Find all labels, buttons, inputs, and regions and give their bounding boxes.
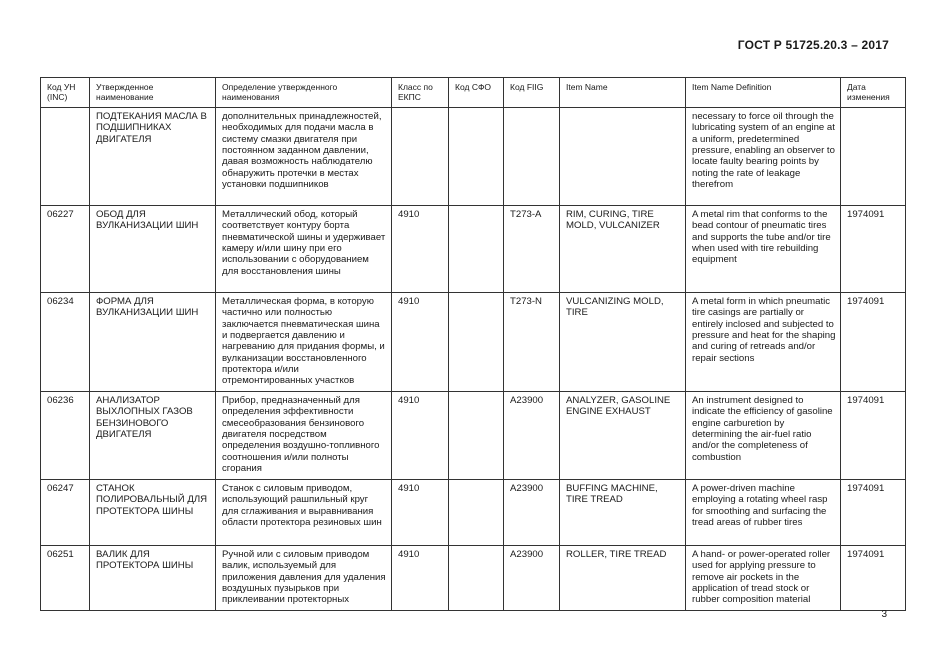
cell-ekps [392, 108, 449, 206]
table-row [41, 546, 906, 611]
cell-name-ru: АНАЛИЗАТОР ВЫХЛОПНЫХ ГАЗОВ БЕНЗИНОВОГО ДВИГАТЕЛЯ [90, 392, 216, 480]
col-header-date: Дата изменения [841, 78, 906, 108]
cell-inc: 06251 [41, 546, 90, 611]
cell-item-name: ANALYZER, GASOLINE ENGINE EXHAUST [560, 392, 686, 480]
cell-date: 1974091 [841, 480, 906, 546]
cell-name-ru: СТАНОК ПОЛИРОВАЛЬНЫЙ ДЛЯ ПРОТЕКТОРА ШИНЫ [90, 480, 216, 546]
cell-fiig: T273-N [504, 293, 560, 392]
cell-fiig: A23900 [504, 392, 560, 480]
table-row [41, 392, 906, 480]
cell-def-ru: дополнительных принадлежностей, необходимых для подачи масла в систему смазки двигателя при постоянном заданном давлении, давая возможность наблюдателю обнаружить протечки в местах установки подшипников [216, 108, 392, 206]
cell-name-ru: ФОРМА ДЛЯ ВУЛКАНИЗАЦИИ ШИН [90, 293, 216, 392]
cell-ekps: 4910 [392, 206, 449, 293]
page-number: 3 [881, 609, 887, 620]
table-row [41, 206, 906, 293]
cell-sfo [449, 108, 504, 206]
cell-def-ru: Прибор, предназначенный для определения эффективности смесеобразования бензинового двигателя посредством определения воздушно-топливного соотношения и/или полноты сгорания [216, 392, 392, 480]
cell-sfo [449, 206, 504, 293]
cell-date: 1974091 [841, 206, 906, 293]
cell-def-ru: Металлическая форма, в которую частично или полностью заключается пневматическая шина и подвергается давлению и нагреванию для придания формы, и вулканизации восстановленного протектора и/или отремонтированных участков [216, 293, 392, 392]
table-row [41, 293, 906, 392]
cell-sfo [449, 546, 504, 611]
cell-fiig: A23900 [504, 546, 560, 611]
cell-name-ru: ПОДТЕКАНИЯ МАСЛА В ПОДШИПНИКАХ ДВИГАТЕЛЯ [90, 108, 216, 206]
cell-def-ru: Ручной или с силовым приводом валик, используемый для приложения давления для удаления воздушных пузырьков при приклеивании протекторных [216, 546, 392, 611]
cell-item-def: A metal rim that conforms to the bead contour of pneumatic tires and supports the tube and/or tire when used with tire rebuilding equipment [686, 206, 841, 293]
col-header-sfo: Код СФО [449, 78, 504, 108]
items-table [40, 77, 906, 611]
col-header-name-ru: Утвержденное наименование [90, 78, 216, 108]
cell-inc: 06234 [41, 293, 90, 392]
cell-sfo [449, 392, 504, 480]
cell-name-ru: ВАЛИК ДЛЯ ПРОТЕКТОРА ШИНЫ [90, 546, 216, 611]
cell-item-name: ROLLER, TIRE TREAD [560, 546, 686, 611]
cell-date: 1974091 [841, 293, 906, 392]
cell-item-def: A hand- or power-operated roller used for applying pressure to remove air pockets in the application of tread stock or rubber composition material [686, 546, 841, 611]
table-header-row [41, 78, 906, 108]
cell-fiig: A23900 [504, 480, 560, 546]
col-header-inc: Код УН (INC) [41, 78, 90, 108]
cell-def-ru: Металлический обод, который соответствует контуру борта пневматической шины и удерживает камеру и/или шину при его использовании с оборудованием для восстановления шины [216, 206, 392, 293]
col-header-item-name: Item Name [560, 78, 686, 108]
cell-date: 1974091 [841, 392, 906, 480]
cell-inc: 06227 [41, 206, 90, 293]
cell-item-def: A power-driven machine employing a rotating wheel rasp for smoothing and surfacing the tread areas of rubber tires [686, 480, 841, 546]
cell-def-ru: Станок с силовым приводом, использующий рашпильный круг для сглаживания и выравнивания области протектора резиновых шин [216, 480, 392, 546]
cell-name-ru: ОБОД ДЛЯ ВУЛКАНИЗАЦИИ ШИН [90, 206, 216, 293]
cell-ekps: 4910 [392, 293, 449, 392]
cell-inc: 06236 [41, 392, 90, 480]
cell-item-name [560, 108, 686, 206]
cell-ekps: 4910 [392, 480, 449, 546]
cell-date [841, 108, 906, 206]
col-header-def-ru: Определение утвержденного наименования [216, 78, 392, 108]
cell-inc: 06247 [41, 480, 90, 546]
cell-item-def: A metal form in which pneumatic tire casings are partially or entirely inclosed and subjected to pressure and heat for the shaping and curing of retreads and/or repair sections [686, 293, 841, 392]
cell-sfo [449, 293, 504, 392]
cell-fiig [504, 108, 560, 206]
cell-sfo [449, 480, 504, 546]
cell-item-def: An instrument designed to indicate the efficiency of gasoline engine carburetion by determining the air-fuel ratio and/or the completeness of combustion [686, 392, 841, 480]
table-row [41, 108, 906, 206]
col-header-fiig: Код FIIG [504, 78, 560, 108]
cell-ekps: 4910 [392, 546, 449, 611]
cell-item-def: necessary to force oil through the lubricating system of an engine at a uniform, predetermined pressure, enabling an observer to locate faulty bearing points by noting the rate of leakage therefrom [686, 108, 841, 206]
cell-item-name: BUFFING MACHINE, TIRE TREAD [560, 480, 686, 546]
col-header-item-def: Item Name Definition [686, 78, 841, 108]
cell-inc [41, 108, 90, 206]
cell-fiig: T273-A [504, 206, 560, 293]
col-header-ekps: Класс по ЕКПС [392, 78, 449, 108]
document-header: ГОСТ Р 51725.20.3 – 2017 [737, 38, 889, 52]
cell-item-name: RIM, CURING, TIRE MOLD, VULCANIZER [560, 206, 686, 293]
cell-date: 1974091 [841, 546, 906, 611]
cell-item-name: VULCANIZING MOLD, TIRE [560, 293, 686, 392]
table-row [41, 480, 906, 546]
cell-ekps: 4910 [392, 392, 449, 480]
